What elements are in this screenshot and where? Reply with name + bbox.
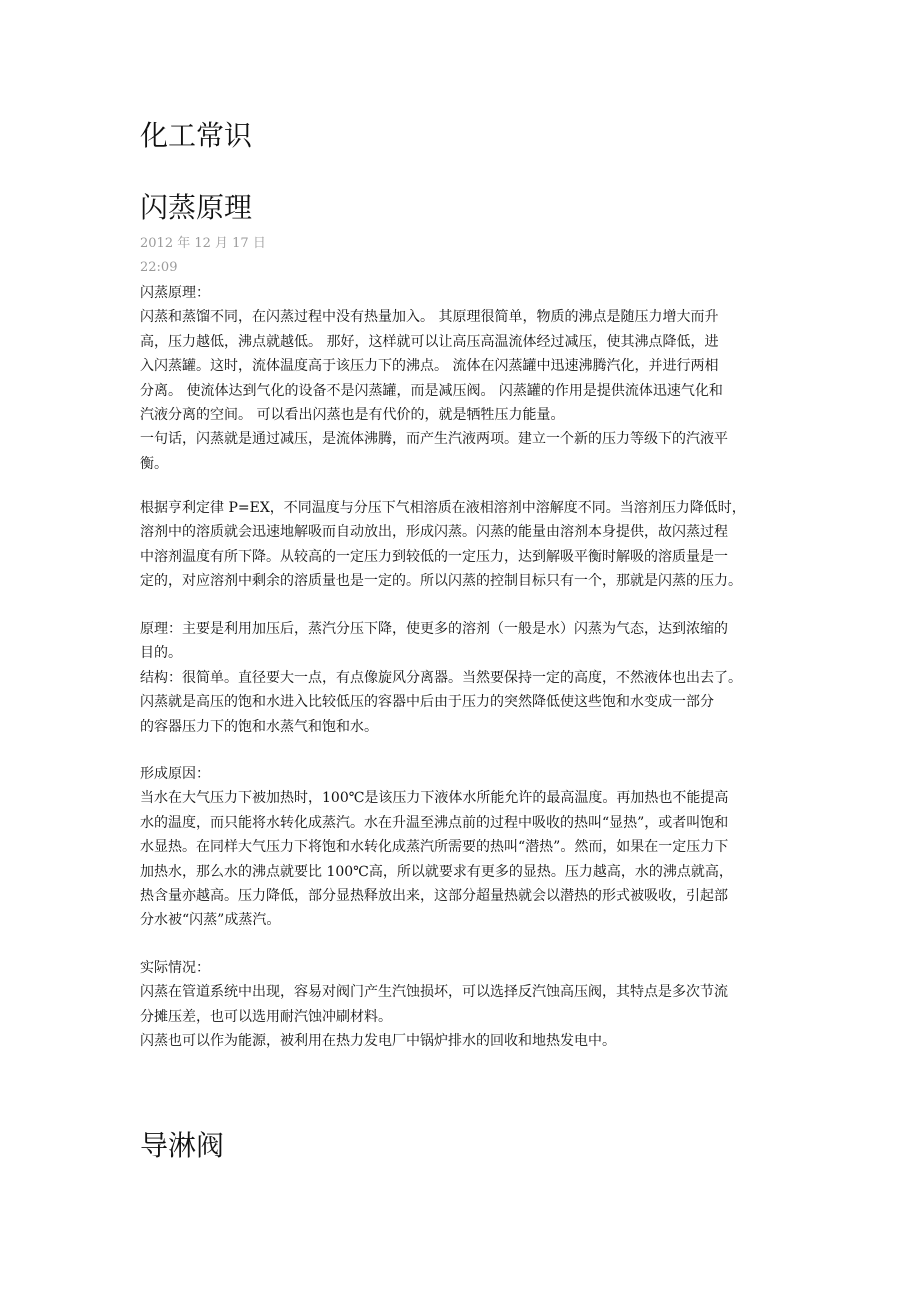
- text-line: 根据亨利定律 P=EX，不同温度与分压下气相溶质在液相溶剂中溶解度不同。当溶剂压力降低时，: [140, 500, 746, 516]
- paragraph-causes: [140, 762, 790, 933]
- paragraph-principle: [140, 281, 790, 476]
- text-line: 闪蒸和蒸馏不同，在闪蒸过程中没有热量加入。 其原理很简单，物质的沸点是随压力增大而升: [140, 309, 719, 326]
- note-time: 22:09: [140, 260, 178, 275]
- text-line: 闪蒸在管道系统中出现，容易对阀门产生汽蚀损坏，可以选择反汽蚀高压阀，其特点是多次节流: [140, 984, 728, 1001]
- paragraph-henry-law: [140, 496, 790, 594]
- text-line: 分水被“闪蒸”成蒸汽。: [140, 912, 281, 929]
- text-line: 溶剂中的溶质就会迅速地解吸而自动放出，形成闪蒸。闪蒸的能量由溶剂本身提供，故闪蒸过程: [140, 524, 728, 541]
- text-line: 定的，对应溶剂中剩余的溶质量也是一定的。所以闪蒸的控制目标只有一个，那就是闪蒸的压力。: [140, 573, 742, 590]
- text-line: 结构：很简单。直径要大一点，有点像旋风分离器。当然要保持一定的高度，不然液体也出去了。: [140, 669, 742, 686]
- text-line: 加热水，那么水的沸点就要比 100℃高，所以就要求有更多的显热。压力越高，水的沸点就高，: [140, 863, 733, 880]
- document-title: 化工常识: [140, 119, 253, 152]
- text-line: 形成原因：: [140, 766, 210, 782]
- paragraph-structure: [140, 617, 790, 739]
- text-line: 闪蒸也可以作为能源，被利用在热力发电厂中锅炉排水的回收和地热发电中。: [140, 1033, 616, 1050]
- text-line: 分摊压差，也可以选用耐汽蚀冲刷材料。: [140, 1008, 392, 1025]
- section-heading-flash: 闪蒸原理: [140, 191, 253, 224]
- text-line: 实际情况：: [140, 960, 210, 976]
- text-line: 原理：主要是利用加压后，蒸汽分压下降，使更多的溶剂（一般是水）闪蒸为气态，达到浓缩的: [140, 621, 728, 637]
- paragraph-practice: [140, 956, 790, 1054]
- note-date: 2012 年 12 月 17 日: [140, 236, 266, 251]
- text-line: 汽液分离的空间。 可以看出闪蒸也是有代价的，就是牺牲压力能量。: [140, 406, 565, 423]
- text-line: 水显热。在同样大气压力下将饱和水转化成蒸汽所需要的热叫“潜热”。然而，如果在一定压力下: [140, 839, 729, 856]
- text-line: 的容器压力下的饱和水蒸气和饱和水。: [140, 718, 378, 735]
- text-line: 高，压力越低，沸点就越低。 那好，这样就可以让高压高温流体经过减压，使其沸点降低，进: [140, 333, 719, 350]
- text-line: 当水在大气压力下被加热时，100℃是该压力下液体水所能允许的最高温度。再加热也不能提高: [140, 790, 729, 807]
- section-heading-drain-valve: 导淋阀: [140, 1129, 225, 1162]
- text-line: 目的。: [140, 645, 182, 662]
- text-line: 分离。 使流体达到气化的设备不是闪蒸罐，而是减压阀。 闪蒸罐的作用是提供流体迅速气化和: [140, 382, 723, 399]
- text-line: 闪蒸就是高压的饱和水进入比较低压的容器中后由于压力的突然降低使这些饱和水变成一部分: [140, 694, 714, 711]
- text-line: 一句话，闪蒸就是通过减压，是流体沸腾，而产生汽液两项。建立一个新的压力等级下的汽液平: [140, 431, 728, 448]
- text-line: 热含量亦越高。压力降低，部分显热释放出来，这部分超量热就会以潜热的形式被吸收，引起部: [140, 887, 728, 904]
- text-line: 水的温度，而只能将水转化成蒸汽。水在升温至沸点前的过程中吸收的热叫“显热”，或者叫饱和: [140, 814, 729, 831]
- text-line: 闪蒸原理：: [140, 285, 210, 301]
- text-line: 衡。: [140, 455, 168, 472]
- text-line: 入闪蒸罐。这时，流体温度高于该压力下的沸点。 流体在闪蒸罐中迅速沸腾汽化，并进行两相: [140, 358, 719, 375]
- text-line: 中溶剂温度有所下降。从较高的一定压力到较低的一定压力，达到解吸平衡时解吸的溶质量是一: [140, 548, 728, 565]
